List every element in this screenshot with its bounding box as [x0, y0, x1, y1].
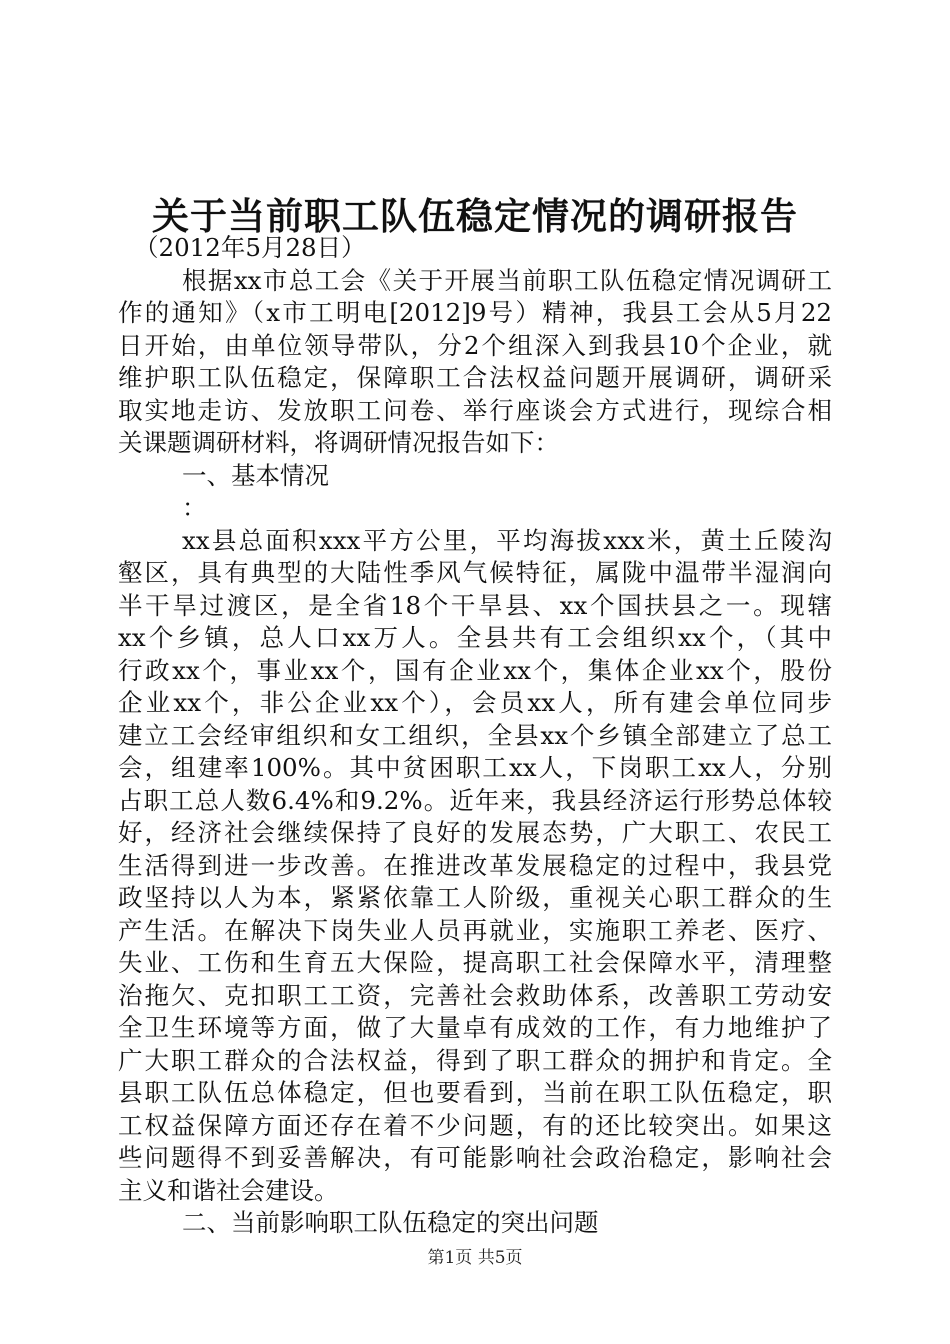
paragraph-line: 广大职工群众的合法权益，得到了职工群众的拥护和肯定。全: [118, 1045, 832, 1075]
paragraph-line: 半干旱过渡区，是全省18个干旱县、xx个国扶县之一。现辖: [118, 590, 832, 620]
paragraph-line: 占职工总人数6.4%和9.2%。近年来，我县经济运行形势总体较: [118, 785, 832, 815]
intro-line: 维护职工队伍稳定，保障职工合法权益问题开展调研，调研采: [118, 363, 832, 392]
paragraph-line: xx县总面积xxx平方公里，平均海拔xxx米，黄土丘陵沟: [182, 525, 832, 555]
paragraph-line: 会，组建率100%。其中贫困职工xx人，下岗职工xx人，分别: [118, 753, 832, 782]
paragraph-line: 好，经济社会继续保持了良好的发展态势，广大职工、农民工: [118, 818, 832, 847]
paragraph-line: 企业xx个，非公企业xx个），会员xx人，所有建会单位同步: [118, 688, 832, 717]
intro-line: 日开始，由单位领导带队，分2个组深入到我县10个企业，就: [118, 330, 832, 360]
paragraph-line: 行政xx个，事业xx个，国有企业xx个，集体企业xx个，股份: [118, 655, 832, 685]
paragraph-line: 政坚持以人为本，紧紧依靠工人阶级，重视关心职工群众的生: [118, 883, 832, 912]
paragraph-line: 失业、工伤和生育五大保险，提高职工社会保障水平，清理整: [118, 948, 832, 977]
paragraph-line: 县职工队伍总体稳定，但也要看到，当前在职工队伍稳定，职: [118, 1078, 832, 1107]
intro-line: 关课题调研材料，将调研情况报告如下：: [118, 428, 559, 457]
basic-situation-paragraph: [118, 525, 832, 1208]
paragraph-line: 全卫生环境等方面，做了大量卓有成效的工作，有力地维护了: [118, 1013, 832, 1042]
date-line: （2012年5月28日）: [134, 233, 366, 262]
page-number-footer: 第1页 共5页: [427, 1248, 523, 1268]
paragraph-line: 治拖欠、克扣职工工资，完善社会救助体系，改善职工劳动安: [118, 980, 832, 1010]
document-body: [118, 232, 832, 1240]
paragraph-line: 生活得到进一步改善。在推进改革发展稳定的过程中，我县党: [118, 850, 832, 880]
document-title: 关于当前职工队伍稳定情况的调研报告: [152, 194, 798, 238]
paragraph-line: 些问题得不到妥善解决，有可能影响社会政治稳定，影响社会: [118, 1143, 832, 1172]
section-heading-problems: 二、当前影响职工队伍稳定的突出问题: [182, 1208, 599, 1237]
section-heading-basic: 一、基本情况: [182, 460, 329, 490]
intro-line: 取实地走访、发放职工问卷、举行座谈会方式进行，现综合相: [118, 395, 832, 425]
paragraph-line: 建立工会经审组织和女工组织，全县xx个乡镇全部建立了总工: [118, 720, 832, 750]
paragraph-line: 主义和谐社会建设。: [118, 1175, 339, 1205]
paragraph-line: 壑区，具有典型的大陆性季风气候特征，属陇中温带半湿润向: [118, 558, 832, 587]
paragraph-line: 产生活。在解决下岗失业人员再就业，实施职工养老、医疗、: [118, 915, 832, 945]
intro-paragraph: [118, 265, 832, 460]
intro-line: 作的通知》（x市工明电[2012]9号）精神，我县工会从5月22: [118, 298, 832, 327]
intro-line: 根据xx市总工会《关于开展当前职工队伍稳定情况调研工: [182, 265, 832, 295]
paragraph-line: 工权益保障方面还存在着不少问题，有的还比较突出。如果这: [118, 1110, 832, 1140]
section-heading-colon: ：: [182, 493, 207, 522]
paragraph-line: xx个乡镇，总人口xx万人。全县共有工会组织xx个，（其中: [118, 623, 832, 652]
